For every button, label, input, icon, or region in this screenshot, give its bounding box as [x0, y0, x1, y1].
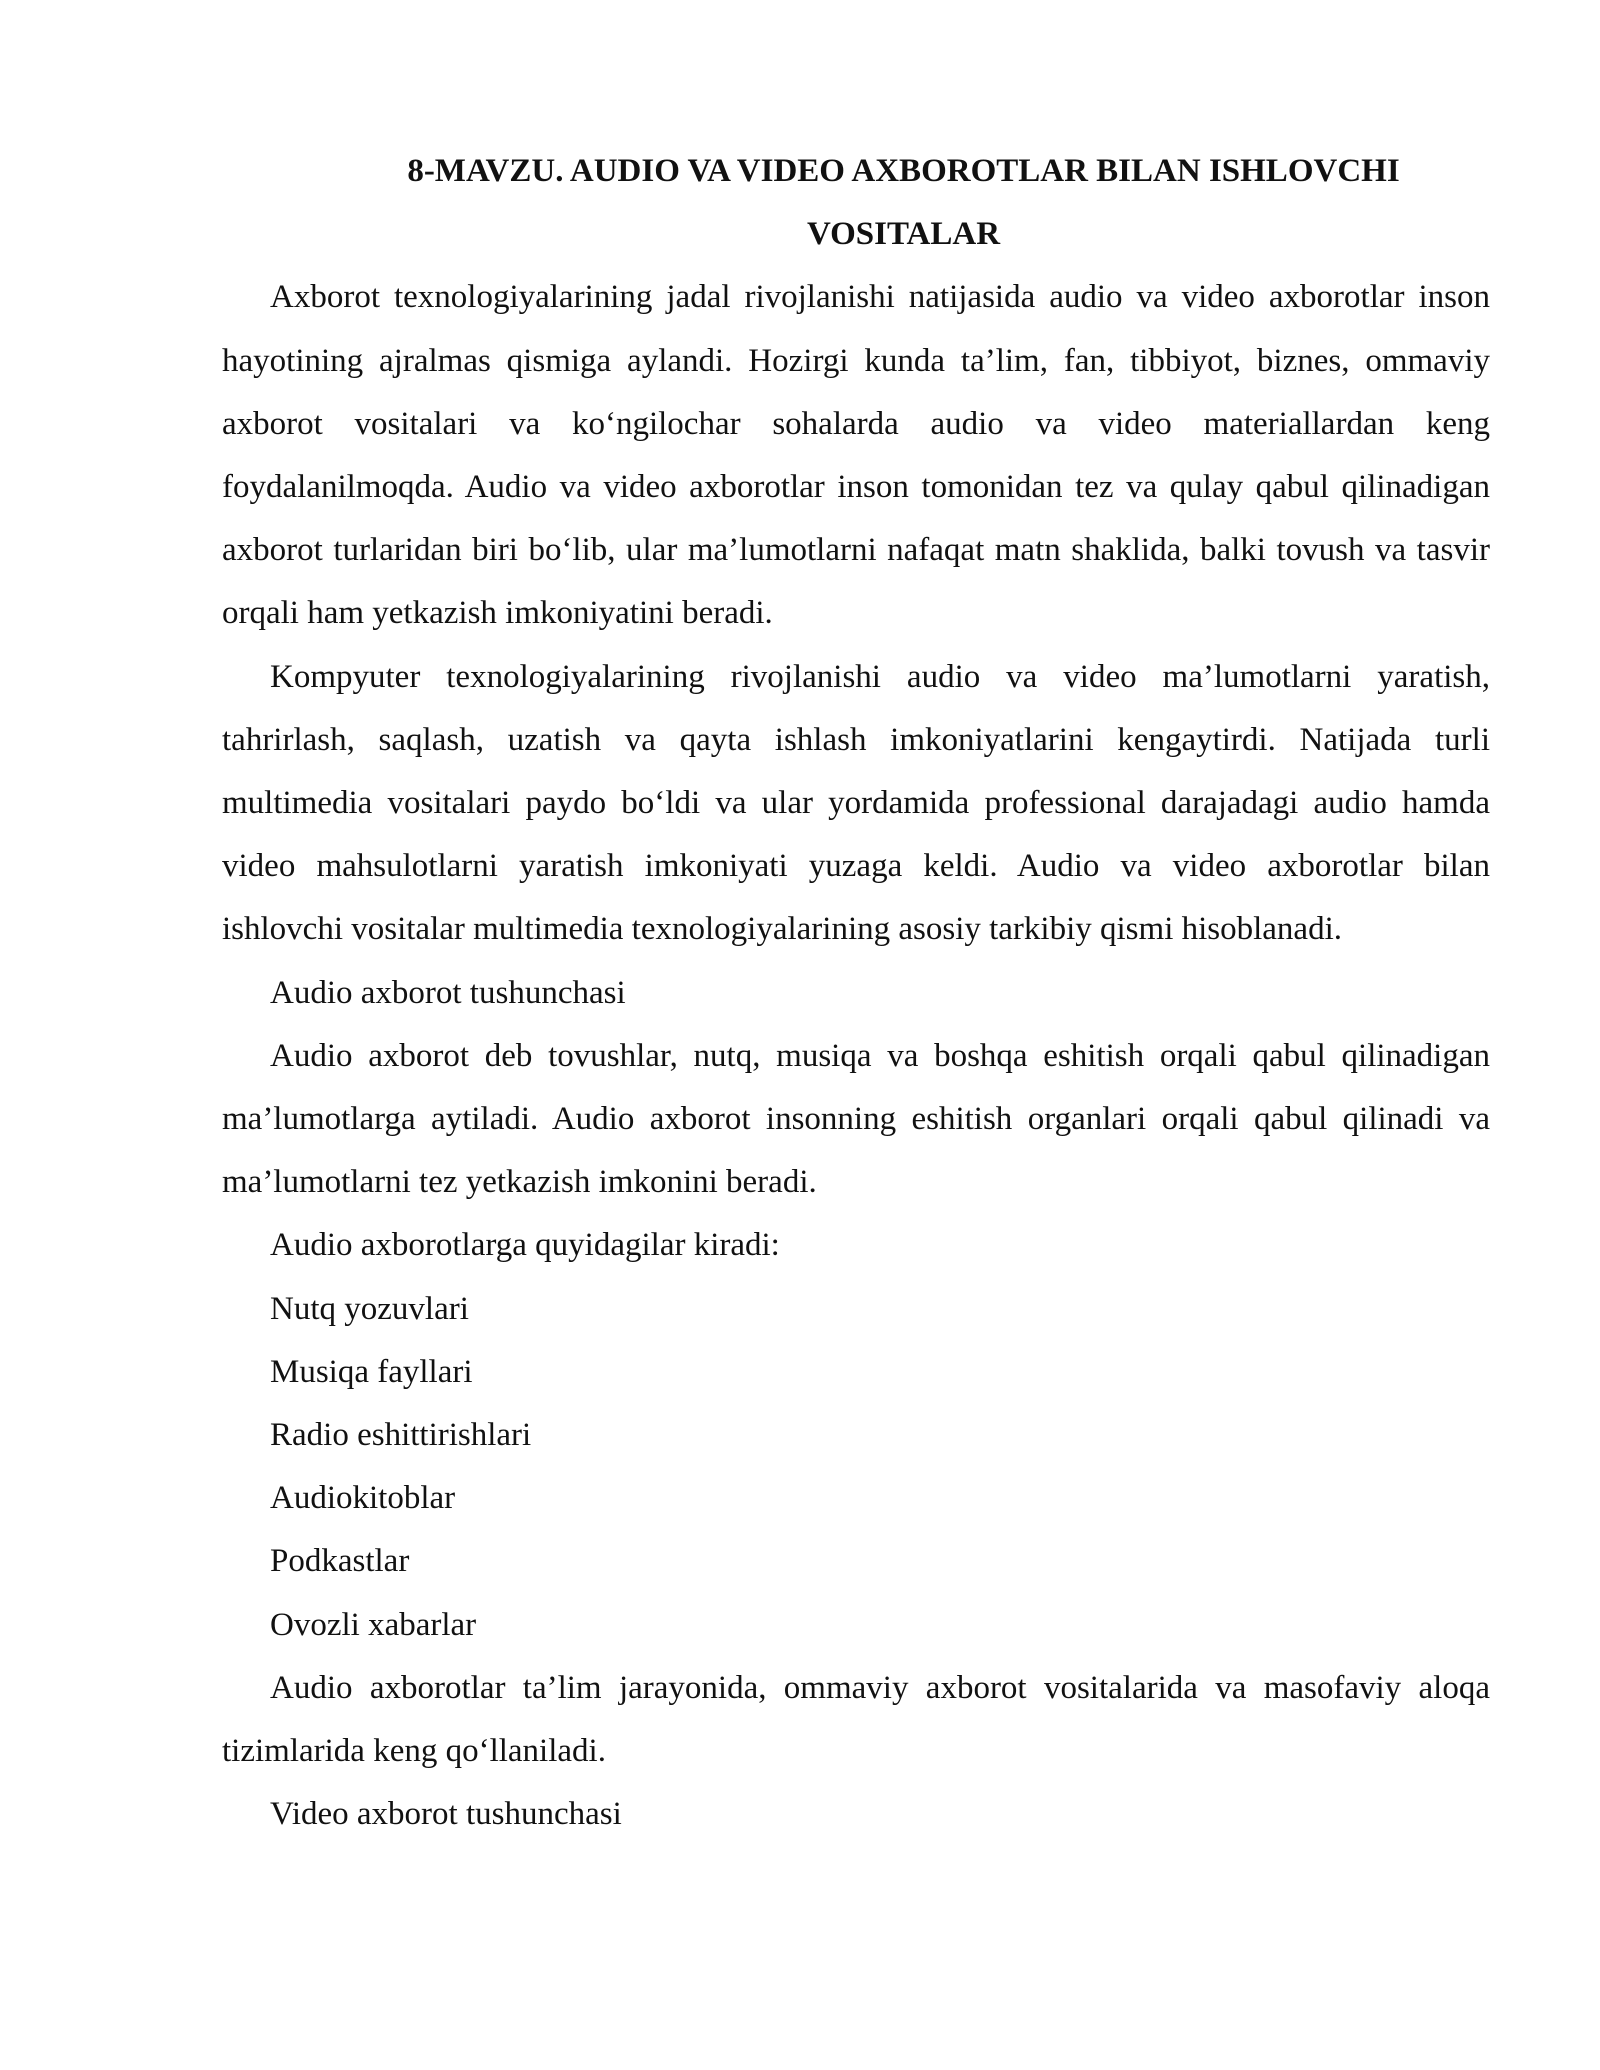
paragraph-audio-usage: Audio axborotlar ta’lim jarayonida, ommaviy axborot vositalarida va masofaviy aloqa tizimlarida keng qo‘llaniladi.	[222, 1669, 1490, 1770]
page-title	[222, 140, 1490, 266]
audio-list-intro: Audio axborotlarga quyidagilar kiradi:	[270, 1227, 780, 1264]
section-heading-video: Video axborot tushunchasi	[270, 1796, 622, 1833]
list-item: Audiokitoblar	[270, 1480, 456, 1517]
paragraph-audio-definition: Audio axborot deb tovushlar, nutq, musiqa va boshqa eshitish orqali qabul qilinadigan ma’lumotlarga aytiladi. Audio axborot insonning eshitish organlari orqali qabul qilinadi va ma’lumotlarni tez yetkazish imkonini beradi.	[222, 1037, 1490, 1201]
list-item: Nutq yozuvlari	[270, 1290, 469, 1327]
list-item: Ovozli xabarlar	[270, 1606, 477, 1643]
list-item: Radio eshittirishlari	[270, 1417, 532, 1454]
paragraph-intro: Axborot texnologiyalarining jadal rivojlanishi natijasida audio va video axborotlar inson hayotining ajralmas qismiga aylandi. Hozirgi kunda ta’lim, fan, tibbiyot, biznes, ommaviy axborot vositalari va ko‘ngilochar sohalarda audio va video materiallardan keng foydalanilmoqda. Audio va video axborotlar inson tomonidan tez va qulay qabul qilinadigan axborot turlaridan biri bo‘lib, ular ma’lumotlarni nafaqat matn shaklida, balki tovush va tasvir orqali ham yetkazish imkoniyatini beradi.	[222, 279, 1490, 632]
list-item: Musiqa fayllari	[270, 1353, 473, 1390]
title-line-1: 8-MAVZU. AUDIO VA VIDEO AXBOROTLAR BILAN ISHLOVCHI	[407, 153, 1400, 189]
list-item: Podkastlar	[270, 1543, 410, 1580]
paragraph-computer: Kompyuter texnologiyalarining rivojlanishi audio va video ma’lumotlarni yaratish, tahrirlash, saqlash, uzatish va qayta ishlash imkoniyatlarini kengaytirdi. Natijada turli multimedia vositalari paydo bo‘ldi va ular yordamida professional darajadagi audio hamda video mahsulotlarni yaratish imkoniyati yuzaga keldi. Audio va video axborotlar bilan ishlovchi vositalar multimedia texnologiyalarining asosiy tarkibiy qismi hisoblanadi.	[222, 658, 1490, 948]
section-heading-audio: Audio axborot tushunchasi	[270, 974, 626, 1011]
document-body	[222, 140, 1490, 1846]
title-line-2: VOSITALAR	[806, 216, 1001, 253]
